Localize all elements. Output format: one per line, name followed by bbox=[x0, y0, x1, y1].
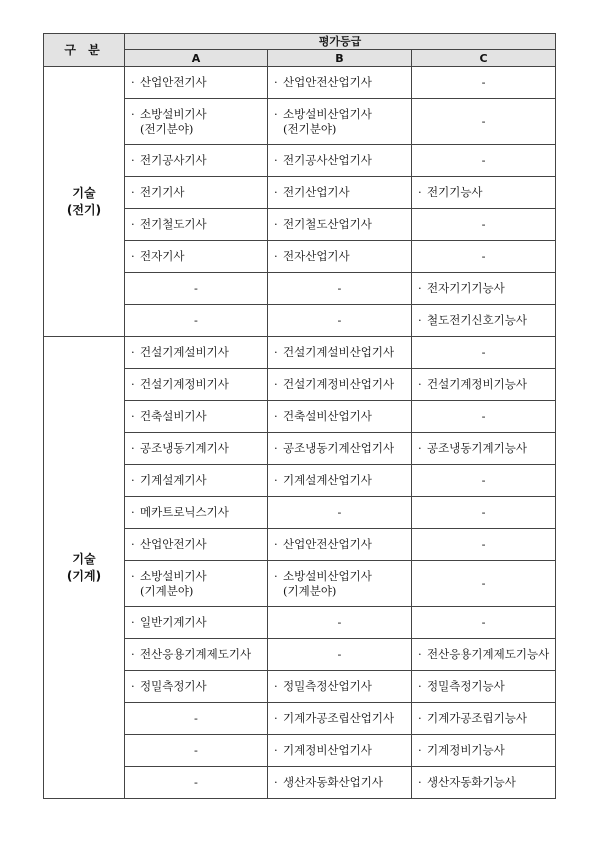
qualification-name: 건설기계설비산업기사 bbox=[283, 345, 395, 359]
bullet-dot: · bbox=[418, 743, 422, 757]
qualification-name: 전자기사 bbox=[140, 249, 185, 263]
grade-c-cell bbox=[412, 767, 556, 799]
bullet-dot: · bbox=[274, 568, 278, 583]
bullet-dot: · bbox=[418, 281, 422, 295]
bullet-dot: · bbox=[274, 377, 278, 391]
qualification-name: 산업안전기사 bbox=[140, 75, 207, 89]
grade-a-cell bbox=[125, 465, 268, 497]
grade-b-cell bbox=[268, 241, 412, 273]
qualification-field: (기계분야) bbox=[140, 583, 194, 598]
bullet-dot: · bbox=[131, 679, 135, 693]
group-label-cell bbox=[44, 67, 125, 337]
grade-c-cell bbox=[412, 671, 556, 703]
qualification-name: 건축설비기사 bbox=[140, 409, 207, 423]
qualification-name: 정밀측정산업기사 bbox=[283, 679, 372, 693]
bullet-dot: · bbox=[418, 313, 422, 327]
qualification-name: 건설기계정비산업기사 bbox=[283, 377, 395, 391]
grade-c-cell bbox=[412, 273, 556, 305]
qualification-name: 기계설계기사 bbox=[140, 473, 207, 487]
qualification-name: 전기산업기사 bbox=[283, 185, 350, 199]
grade-a-cell bbox=[125, 703, 268, 735]
grade-b-cell bbox=[268, 177, 412, 209]
qualification-name: 공조냉동기계기능사 bbox=[427, 441, 527, 455]
qualification-grade-table bbox=[43, 33, 556, 799]
empty-dash: - bbox=[481, 409, 486, 423]
bullet-dot: · bbox=[131, 185, 135, 199]
grade-a-cell bbox=[125, 639, 268, 671]
bullet-dot: · bbox=[131, 249, 135, 263]
grade-a-cell bbox=[125, 273, 268, 305]
bullet-dot: · bbox=[131, 568, 135, 583]
grade-a-cell bbox=[125, 67, 268, 99]
bullet-dot: · bbox=[274, 249, 278, 263]
grade-c-cell bbox=[412, 209, 556, 241]
grade-c-cell bbox=[412, 99, 556, 145]
grade-a-cell bbox=[125, 529, 268, 561]
qualification-name: 산업안전산업기사 bbox=[283, 75, 372, 89]
qualification-name: 기계정비산업기사 bbox=[283, 743, 372, 757]
grade-a-cell bbox=[125, 145, 268, 177]
bullet-dot: · bbox=[418, 679, 422, 693]
grade-c-cell bbox=[412, 607, 556, 639]
bullet-dot: · bbox=[131, 409, 135, 423]
bullet-dot: · bbox=[131, 217, 135, 231]
qualification-name: 전기기사 bbox=[140, 185, 185, 199]
grade-c-cell bbox=[412, 561, 556, 607]
qualification-name: 기계가공조립기능사 bbox=[427, 711, 527, 725]
qualification-name: 메카트로닉스기사 bbox=[140, 505, 229, 519]
qualification-name: 기계가공조립산업기사 bbox=[283, 711, 395, 725]
qualification-name: 전기철도기사 bbox=[140, 217, 207, 231]
grade-a-cell bbox=[125, 241, 268, 273]
bullet-dot: · bbox=[131, 153, 135, 167]
grade-c-cell bbox=[412, 67, 556, 99]
qualification-name: 전산응용기계제도기능사 bbox=[427, 647, 550, 661]
qualification-name: 소방설비기사 bbox=[140, 568, 207, 583]
empty-dash: - bbox=[337, 281, 342, 295]
qualification-name: 소방설비기사 bbox=[140, 106, 207, 121]
bullet-dot: · bbox=[274, 106, 278, 121]
empty-dash: - bbox=[194, 313, 198, 327]
bullet-dot: · bbox=[131, 537, 135, 551]
bullet-dot: · bbox=[131, 441, 135, 455]
bullet-dot: · bbox=[274, 775, 278, 789]
qualification-name: 생산자동화산업기사 bbox=[283, 775, 383, 789]
qualification-name: 전산응용기계제도기사 bbox=[140, 647, 252, 661]
table-row bbox=[44, 67, 556, 99]
grade-c-cell bbox=[412, 305, 556, 337]
grade-a-cell bbox=[125, 671, 268, 703]
qualification-name: 건설기계설비기사 bbox=[140, 345, 229, 359]
group-label-line2: (기계) bbox=[66, 568, 102, 583]
qualification-name: 전기기능사 bbox=[427, 185, 483, 199]
qualification-name: 일반기계기사 bbox=[140, 615, 207, 629]
qualification-name: 정밀측정기사 bbox=[140, 679, 207, 693]
empty-dash: - bbox=[194, 711, 198, 725]
grade-c-cell bbox=[412, 433, 556, 465]
empty-dash: - bbox=[481, 249, 486, 263]
grade-b-cell bbox=[268, 561, 412, 607]
qualification-name: 생산자동화기능사 bbox=[427, 775, 516, 789]
qualification-name: 건축설비산업기사 bbox=[283, 409, 372, 423]
qualification-name: 기계설계산업기사 bbox=[283, 473, 372, 487]
grade-b-cell bbox=[268, 99, 412, 145]
table-row bbox=[44, 337, 556, 369]
grade-b-cell bbox=[268, 273, 412, 305]
empty-dash: - bbox=[481, 473, 486, 487]
grade-a-header: A bbox=[125, 50, 268, 67]
bullet-dot: · bbox=[274, 711, 278, 725]
bullet-dot: · bbox=[274, 153, 278, 167]
grade-c-cell bbox=[412, 497, 556, 529]
grade-a-cell bbox=[125, 735, 268, 767]
grade-b-cell bbox=[268, 145, 412, 177]
grade-a-cell bbox=[125, 433, 268, 465]
grade-c-header: C bbox=[412, 50, 556, 67]
empty-dash: - bbox=[481, 615, 486, 629]
qualification-field: (전기분야) bbox=[140, 121, 194, 136]
grade-a-cell bbox=[125, 767, 268, 799]
grade-a-cell bbox=[125, 209, 268, 241]
grade-b-cell bbox=[268, 433, 412, 465]
grade-a-cell bbox=[125, 607, 268, 639]
grade-b-cell bbox=[268, 703, 412, 735]
bullet-dot: · bbox=[274, 473, 278, 487]
group-label-line2: (전기) bbox=[66, 202, 102, 217]
grade-b-cell bbox=[268, 401, 412, 433]
bullet-dot: · bbox=[274, 185, 278, 199]
qualification-name: 전기공사기사 bbox=[140, 153, 207, 167]
empty-dash: - bbox=[194, 281, 198, 295]
qualification-name: 전자산업기사 bbox=[283, 249, 350, 263]
grade-c-cell bbox=[412, 369, 556, 401]
empty-dash: - bbox=[337, 615, 342, 629]
qualification-name: 소방설비산업기사 bbox=[283, 106, 372, 121]
group-label-line1: 기술 bbox=[72, 185, 96, 200]
grade-c-cell bbox=[412, 145, 556, 177]
qualification-name: 전기공사산업기사 bbox=[283, 153, 372, 167]
grade-a-cell bbox=[125, 561, 268, 607]
grade-c-cell bbox=[412, 735, 556, 767]
empty-dash: - bbox=[481, 114, 486, 128]
grade-b-cell bbox=[268, 497, 412, 529]
qualification-name: 전자기기기능사 bbox=[427, 281, 505, 295]
bullet-dot: · bbox=[418, 711, 422, 725]
empty-dash: - bbox=[194, 743, 198, 757]
bullet-dot: · bbox=[274, 75, 278, 89]
qualification-name: 철도전기신호기능사 bbox=[427, 313, 527, 327]
grade-b-cell bbox=[268, 671, 412, 703]
bullet-dot: · bbox=[274, 743, 278, 757]
empty-dash: - bbox=[337, 313, 342, 327]
grade-a-cell bbox=[125, 337, 268, 369]
grade-b-cell bbox=[268, 529, 412, 561]
qualification-field: (전기분야) bbox=[283, 121, 337, 136]
empty-dash: - bbox=[481, 153, 486, 167]
bullet-dot: · bbox=[274, 679, 278, 693]
qualification-name: 공조냉동기계기사 bbox=[140, 441, 229, 455]
bullet-dot: · bbox=[131, 473, 135, 487]
qualification-name: 공조냉동기계산업기사 bbox=[283, 441, 395, 455]
grade-b-cell bbox=[268, 735, 412, 767]
qualification-name: 산업안전산업기사 bbox=[283, 537, 372, 551]
empty-dash: - bbox=[481, 505, 486, 519]
bullet-dot: · bbox=[418, 377, 422, 391]
grade-c-cell bbox=[412, 465, 556, 497]
bullet-dot: · bbox=[274, 441, 278, 455]
empty-dash: - bbox=[481, 75, 486, 89]
grade-a-cell bbox=[125, 401, 268, 433]
empty-dash: - bbox=[337, 505, 342, 519]
grade-header: 평가등급 bbox=[125, 34, 556, 50]
grade-b-cell bbox=[268, 337, 412, 369]
grade-b-header: B bbox=[268, 50, 412, 67]
grade-b-cell bbox=[268, 767, 412, 799]
grade-a-cell bbox=[125, 305, 268, 337]
grade-a-cell bbox=[125, 177, 268, 209]
bullet-dot: · bbox=[418, 441, 422, 455]
qualification-name: 정밀측정기능사 bbox=[427, 679, 505, 693]
bullet-dot: · bbox=[131, 75, 135, 89]
empty-dash: - bbox=[194, 775, 198, 789]
grade-c-cell bbox=[412, 337, 556, 369]
category-header: 구 분 bbox=[44, 34, 125, 67]
empty-dash: - bbox=[481, 576, 486, 590]
grade-a-cell bbox=[125, 99, 268, 145]
bullet-dot: · bbox=[131, 505, 135, 519]
bullet-dot: · bbox=[131, 106, 135, 121]
grade-b-cell bbox=[268, 305, 412, 337]
grade-b-cell bbox=[268, 639, 412, 671]
bullet-dot: · bbox=[418, 185, 422, 199]
grade-b-cell bbox=[268, 209, 412, 241]
table-body bbox=[44, 67, 556, 799]
grade-b-cell bbox=[268, 369, 412, 401]
bullet-dot: · bbox=[131, 647, 135, 661]
bullet-dot: · bbox=[131, 377, 135, 391]
grade-a-cell bbox=[125, 369, 268, 401]
grade-c-cell bbox=[412, 177, 556, 209]
group-label-line1: 기술 bbox=[72, 551, 96, 566]
empty-dash: - bbox=[481, 345, 486, 359]
grade-b-cell bbox=[268, 607, 412, 639]
grade-b-cell bbox=[268, 67, 412, 99]
qualification-name: 기계정비기능사 bbox=[427, 743, 505, 757]
grade-c-cell bbox=[412, 639, 556, 671]
group-label-cell bbox=[44, 337, 125, 799]
qualification-name: 건설기계정비기사 bbox=[140, 377, 229, 391]
bullet-dot: · bbox=[274, 409, 278, 423]
grade-c-cell bbox=[412, 703, 556, 735]
bullet-dot: · bbox=[274, 345, 278, 359]
bullet-dot: · bbox=[418, 647, 422, 661]
grade-c-cell bbox=[412, 241, 556, 273]
empty-dash: - bbox=[337, 647, 342, 661]
bullet-dot: · bbox=[131, 615, 135, 629]
grade-b-cell bbox=[268, 465, 412, 497]
bullet-dot: · bbox=[418, 775, 422, 789]
grade-a-cell bbox=[125, 497, 268, 529]
grade-c-cell bbox=[412, 529, 556, 561]
grade-c-cell bbox=[412, 401, 556, 433]
qualification-name: 소방설비산업기사 bbox=[283, 568, 372, 583]
qualification-field: (기계분야) bbox=[283, 583, 337, 598]
bullet-dot: · bbox=[274, 537, 278, 551]
qualification-name: 산업안전기사 bbox=[140, 537, 207, 551]
bullet-dot: · bbox=[131, 345, 135, 359]
empty-dash: - bbox=[481, 537, 486, 551]
empty-dash: - bbox=[481, 217, 486, 231]
qualification-name: 건설기계정비기능사 bbox=[427, 377, 527, 391]
qualification-name: 전기철도산업기사 bbox=[283, 217, 372, 231]
bullet-dot: · bbox=[274, 217, 278, 231]
